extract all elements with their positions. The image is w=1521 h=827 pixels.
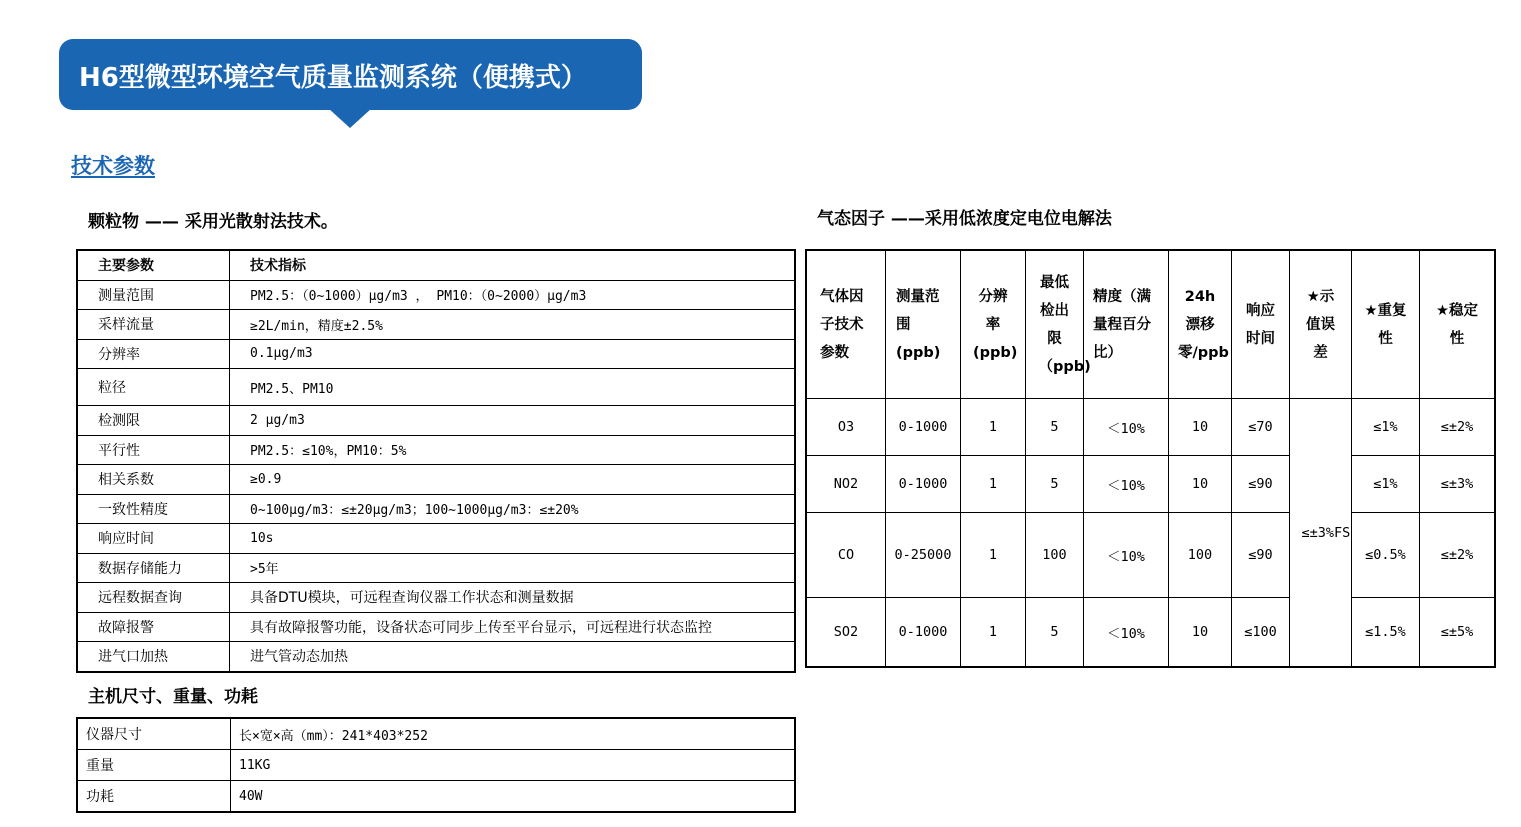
param-value: PM2.5、PM10	[230, 369, 796, 406]
title-banner	[59, 39, 642, 110]
gas-name: CO	[806, 513, 886, 598]
header-cell: 分辨率(ppb)	[961, 250, 1026, 399]
gas-drift: 10	[1169, 598, 1232, 668]
gas-detection-limit: 5	[1026, 399, 1084, 456]
table-row	[77, 781, 795, 813]
table-row	[806, 598, 1495, 668]
param-value: 具备DTU模块，可远程查询仪器工作状态和测量数据	[230, 583, 796, 613]
gas-error-shared: ≤±3%FS	[1290, 399, 1352, 668]
param-name: 数据存储能力	[77, 553, 230, 583]
table-row	[77, 494, 795, 524]
header-cell: 24h漂移零/ppb	[1169, 250, 1232, 399]
param-value: 具有故障报警功能，设备状态可同步上传至平台显示，可远程进行状态监控	[230, 612, 796, 642]
gas-spec-table	[805, 249, 1496, 668]
param-name: 仪器尺寸	[77, 718, 231, 750]
gas-range: 0-1000	[886, 598, 961, 668]
section-title: 技术参数	[71, 154, 155, 178]
gas-repeatability: ≤1.5%	[1352, 598, 1420, 668]
param-name: 远程数据查询	[77, 583, 230, 613]
param-value: 0~100μg/m3：≤±20μg/m3；100~1000μg/m3：≤±20%	[230, 494, 796, 524]
gas-precision: ＜10%	[1084, 456, 1169, 513]
header-cell: ★重复性	[1352, 250, 1420, 399]
param-value: ≥2L/min，精度±2.5%	[230, 310, 796, 340]
table-row	[77, 435, 795, 465]
table-row	[77, 524, 795, 554]
param-name: 检测限	[77, 406, 230, 436]
header-cell: 主要参数	[77, 250, 230, 280]
gas-range: 0-1000	[886, 456, 961, 513]
gas-drift: 10	[1169, 399, 1232, 456]
param-value: 长×宽×高（mm）：241*403*252	[231, 718, 796, 750]
param-name: 平行性	[77, 435, 230, 465]
table-row	[806, 399, 1495, 456]
gas-name: NO2	[806, 456, 886, 513]
param-value: >5年	[230, 553, 796, 583]
param-value: 进气管动态加热	[230, 642, 796, 672]
table-row	[806, 513, 1495, 598]
gas-stability: ≤±2%	[1420, 399, 1496, 456]
param-value: 10s	[230, 524, 796, 554]
gas-resolution: 1	[961, 399, 1026, 456]
table-row	[77, 553, 795, 583]
gas-repeatability: ≤1%	[1352, 456, 1420, 513]
table-row	[77, 310, 795, 340]
header-cell: 响应时间	[1232, 250, 1290, 399]
param-name: 粒径	[77, 369, 230, 406]
param-name: 功耗	[77, 781, 231, 813]
header-cell: ★示值误差	[1290, 250, 1352, 399]
param-name: 响应时间	[77, 524, 230, 554]
gas-range: 0-25000	[886, 513, 961, 598]
table-row	[77, 280, 795, 310]
table-header-row	[806, 250, 1495, 399]
param-name: 分辨率	[77, 339, 230, 369]
page-title: H6型微型环境空气质量监测系统（便携式）	[79, 63, 587, 93]
gas-resolution: 1	[961, 456, 1026, 513]
particle-spec-table	[76, 249, 796, 673]
gas-detection-limit: 100	[1026, 513, 1084, 598]
header-cell: 测量范围(ppb)	[886, 250, 961, 399]
gas-precision: ＜10%	[1084, 598, 1169, 668]
gas-drift: 100	[1169, 513, 1232, 598]
host-spec-table	[76, 717, 796, 813]
gas-heading: 气态因子 ——采用低浓度定电位电解法	[817, 209, 1112, 229]
param-value: ≥0.9	[230, 465, 796, 495]
gas-resolution: 1	[961, 598, 1026, 668]
param-name: 测量范围	[77, 280, 230, 310]
gas-response: ≤100	[1232, 598, 1290, 668]
banner-pointer	[328, 108, 372, 128]
param-value: PM2.5：≤10%，PM10：5%	[230, 435, 796, 465]
gas-response: ≤90	[1232, 456, 1290, 513]
gas-detection-limit: 5	[1026, 456, 1084, 513]
gas-precision: ＜10%	[1084, 513, 1169, 598]
table-row	[77, 718, 795, 750]
gas-stability: ≤±5%	[1420, 598, 1496, 668]
host-heading: 主机尺寸、重量、功耗	[88, 687, 258, 707]
gas-detection-limit: 5	[1026, 598, 1084, 668]
param-name: 相关系数	[77, 465, 230, 495]
gas-repeatability: ≤1%	[1352, 399, 1420, 456]
gas-name: SO2	[806, 598, 886, 668]
table-row	[77, 369, 795, 406]
particle-heading: 颗粒物 —— 采用光散射法技术。	[88, 212, 338, 232]
gas-response: ≤90	[1232, 513, 1290, 598]
param-name: 故障报警	[77, 612, 230, 642]
param-value: 2 μg/m3	[230, 406, 796, 436]
param-value: 0.1μg/m3	[230, 339, 796, 369]
table-row	[77, 750, 795, 781]
param-name: 采样流量	[77, 310, 230, 340]
gas-name: O3	[806, 399, 886, 456]
param-value: PM2.5：（0~1000）μg/m3 ， PM10：（0~2000）μg/m3	[230, 280, 796, 310]
table-row	[77, 406, 795, 436]
header-cell: 气体因子技术参数	[806, 250, 886, 399]
table-row	[77, 583, 795, 613]
gas-response: ≤70	[1232, 399, 1290, 456]
gas-drift: 10	[1169, 456, 1232, 513]
table-row	[77, 465, 795, 495]
table-row	[77, 642, 795, 672]
gas-precision: ＜10%	[1084, 399, 1169, 456]
table-row	[806, 456, 1495, 513]
param-value: 11KG	[231, 750, 796, 781]
param-name: 重量	[77, 750, 231, 781]
table-row	[77, 339, 795, 369]
header-cell: 技术指标	[230, 250, 796, 280]
param-name: 进气口加热	[77, 642, 230, 672]
table-header-row	[77, 250, 795, 280]
gas-range: 0-1000	[886, 399, 961, 456]
param-name: 一致性精度	[77, 494, 230, 524]
gas-stability: ≤±2%	[1420, 513, 1496, 598]
gas-resolution: 1	[961, 513, 1026, 598]
table-row	[77, 612, 795, 642]
header-cell: 精度（满量程百分比）	[1084, 250, 1169, 399]
param-value: 40W	[231, 781, 796, 813]
gas-stability: ≤±3%	[1420, 456, 1496, 513]
gas-repeatability: ≤0.5%	[1352, 513, 1420, 598]
header-cell: 最低检出限（ppb)	[1026, 250, 1084, 399]
header-cell: ★稳定性	[1420, 250, 1496, 399]
